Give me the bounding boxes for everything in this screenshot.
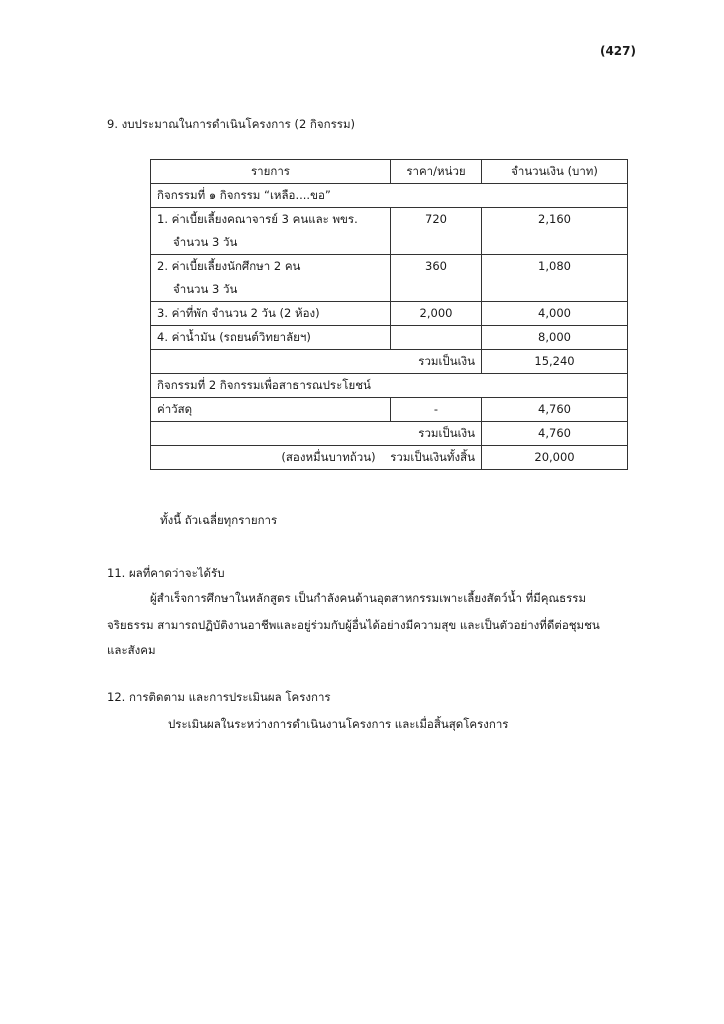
item-cell: ค่าวัสดุ (151, 398, 391, 422)
section-11-heading: 11. ผลที่คาดว่าจะได้รับ (107, 566, 225, 580)
section-11-paragraph-line: ผู้สำเร็จการศึกษาในหลักสูตร เป็นกำลังคนด้านอุตสาหกรรมเพาะเลี้ยงสัตว์น้ำ ที่มีคุณธรรม (150, 591, 587, 605)
item-cell: 3. ค่าที่พัก จำนวน 2 วัน (2 ห้อง) (151, 302, 391, 326)
subtotal-2-value: 4,760 (482, 422, 628, 446)
item-subtext: จำนวน 3 วัน (173, 235, 238, 249)
table-row (151, 302, 628, 326)
price-cell: 2,000 (391, 302, 482, 326)
subtotal-2-row (151, 422, 628, 446)
budget-table (150, 159, 628, 470)
grand-total-value: 20,000 (482, 446, 628, 470)
header-item: รายการ (151, 160, 391, 184)
subtotal-1-label: รวมเป็นเงิน (151, 350, 482, 374)
item-subtext: จำนวน 3 วัน (173, 282, 238, 296)
price-cell: 720 (391, 208, 482, 255)
item-text: 1. ค่าเบี้ยเลี้ยงคณาจารย์ 3 คนและ พขร. (157, 212, 358, 226)
table-header-row (151, 160, 628, 184)
subtotal-1-row (151, 350, 628, 374)
amount-cell: 2,160 (482, 208, 628, 255)
table-row (151, 208, 628, 255)
table-note: ทั้งนี้ ถัวเฉลี่ยทุกรายการ (160, 513, 278, 527)
item-cell (151, 255, 391, 302)
header-amount: จำนวนเงิน (บาท) (482, 160, 628, 184)
amount-cell: 1,080 (482, 255, 628, 302)
activity-2-title: กิจกรรมที่ 2 กิจกรรมเพื่อสาธารณประโยชน์ (151, 374, 628, 398)
section-9-heading: 9. งบประมาณในการดำเนินโครงการ (2 กิจกรรม) (107, 117, 356, 131)
price-cell: - (391, 398, 482, 422)
section-12-paragraph: ประเมินผลในระหว่างการดำเนินงานโครงการ และเมื่อสิ้นสุดโครงการ (168, 717, 509, 731)
activity-1-row (151, 184, 628, 208)
price-cell: 360 (391, 255, 482, 302)
subtotal-1-value: 15,240 (482, 350, 628, 374)
amount-cell: 4,000 (482, 302, 628, 326)
page-number: (427) (599, 44, 636, 58)
section-11-paragraph-line: จริยธรรม สามารถปฏิบัติงานอาชีพและอยู่ร่วมกับผู้อื่นได้อย่างมีความสุข และเป็นตัวอย่างที่ดีต่อชุมชน (107, 618, 600, 632)
item-text: 2. ค่าเบี้ยเลี้ยงนักศึกษา 2 คน (157, 259, 301, 273)
amount-cell: 4,760 (482, 398, 628, 422)
table-row (151, 326, 628, 350)
activity-1-title: กิจกรรมที่ ๑ กิจกรรม “เหลือ....ขอ” (151, 184, 628, 208)
table-row (151, 398, 628, 422)
section-11-paragraph-line: และสังคม (107, 643, 156, 657)
grand-total-row (151, 446, 628, 470)
section-12-heading: 12. การติดตาม และการประเมินผล โครงการ (107, 690, 331, 704)
amount-cell: 8,000 (482, 326, 628, 350)
header-price: ราคา/หน่วย (391, 160, 482, 184)
grand-total-label: (สองหมื่นบาทถ้วน) รวมเป็นเงินทั้งสิ้น (151, 446, 482, 470)
item-cell (151, 208, 391, 255)
item-cell: 4. ค่าน้ำมัน (รถยนต์วิทยาลัยฯ) (151, 326, 391, 350)
table-row (151, 255, 628, 302)
subtotal-2-label: รวมเป็นเงิน (151, 422, 482, 446)
price-cell (391, 326, 482, 350)
activity-2-row (151, 374, 628, 398)
